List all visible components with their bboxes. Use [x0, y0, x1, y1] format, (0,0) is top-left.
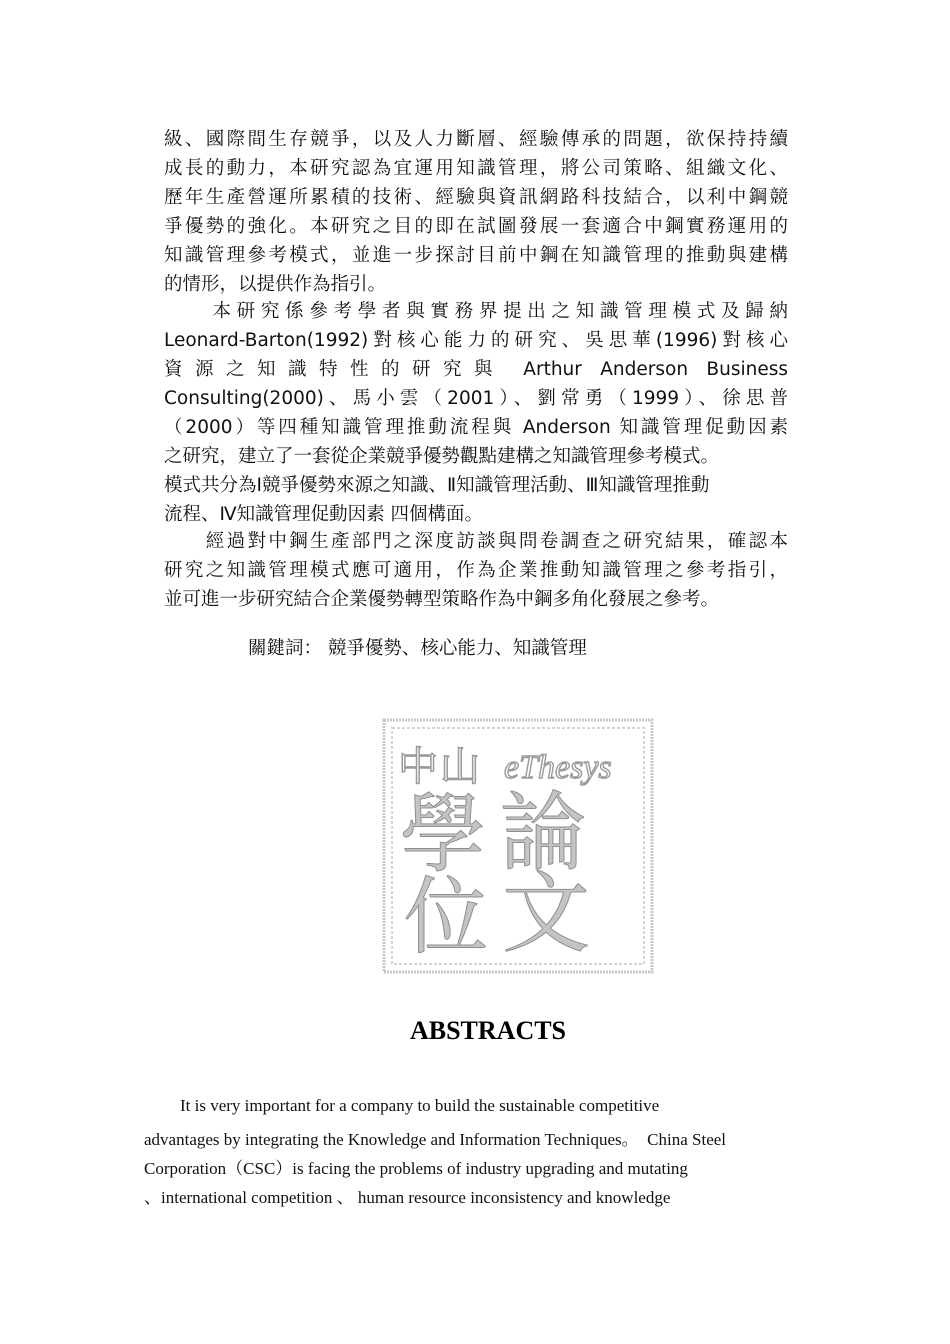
text-line: 爭優勢的強化。本研究之目的即在試圖發展一套適合中鋼實務運用的: [164, 216, 788, 237]
seal-glyph: 位: [404, 868, 489, 966]
text-line: 經過對中鋼生產部門之深度訪談與問卷調查之研究結果，確認本: [164, 531, 788, 552]
seal-glyph: 學: [400, 785, 486, 885]
text-line: Leonard-Barton(1992)對核心能力的研究、吳思華(1996)對核心: [164, 330, 788, 351]
abstract-title: ABSTRACTS: [409, 1016, 567, 1045]
text-line: 資源之知識特性的研究與 Arthur Anderson Business: [164, 359, 788, 380]
text-line: 並可進一步研究結合企業優勢轉型策略作為中鋼多角化發展之參考。: [164, 589, 720, 610]
seal-glyph: 山: [440, 744, 480, 790]
text-line: 、international competition 、 human resource inconsistency and knowledge: [144, 1188, 671, 1207]
text-line: （2000）等四種知識管理推動流程與 Anderson 知識管理促動因素: [164, 417, 788, 438]
seal-glyph: 中: [398, 744, 438, 790]
seal-glyph: 論: [500, 783, 586, 883]
text-line: 知識管理參考模式，並進一步探討目前中鋼在知識管理的推動與建構: [164, 245, 788, 266]
text-line: It is very important for a company to build the sustainable competitive: [180, 1096, 660, 1115]
text-line: 的情形，以提供作為指引。: [164, 274, 387, 295]
text-line: 成長的動力，本研究認為宜運用知識管理，將公司策略、組織文化、: [164, 158, 788, 179]
text-line: 本研究係參考學者與實務界提出之知識管理模式及歸納: [164, 301, 788, 322]
text-line: 級、國際間生存競爭，以及人力斷層、經驗傳承的問題，欲保持持續: [164, 129, 788, 150]
text-line: 流程、Ⅳ知識管理促動因素 四個構面。: [164, 504, 483, 525]
seal-glyph: 文: [502, 862, 591, 965]
text-line: 之研究，建立了一套從企業競爭優勢觀點建構之知識管理參考模式。: [164, 446, 720, 467]
text-line: advantages by integrating the Knowledge and Information Techniques。 China Steel: [144, 1130, 727, 1149]
text-line: 歷年生產營運所累積的技術、經驗與資訊網路科技結合，以利中鋼競: [164, 187, 788, 208]
text-line: Consulting(2000)、馬小雲（2001）、劉常勇（1999）、徐思普: [164, 388, 788, 409]
text-line: 模式共分為Ⅰ競爭優勢來源之知識、Ⅱ知識管理活動、Ⅲ知識管理推動: [164, 475, 710, 496]
text-line: 研究之知識管理模式應可適用，作為企業推動知識管理之參考指引，: [164, 560, 788, 581]
text-line: Corporation（CSC）is facing the problems of industry upgrading and mutating: [144, 1159, 688, 1178]
keywords-line: 關鍵詞： 競爭優勢、核心能力、知識管理: [248, 638, 587, 659]
ethesys-seal-watermark: [382, 718, 654, 974]
seal-latin-text: eThesys: [504, 749, 612, 786]
